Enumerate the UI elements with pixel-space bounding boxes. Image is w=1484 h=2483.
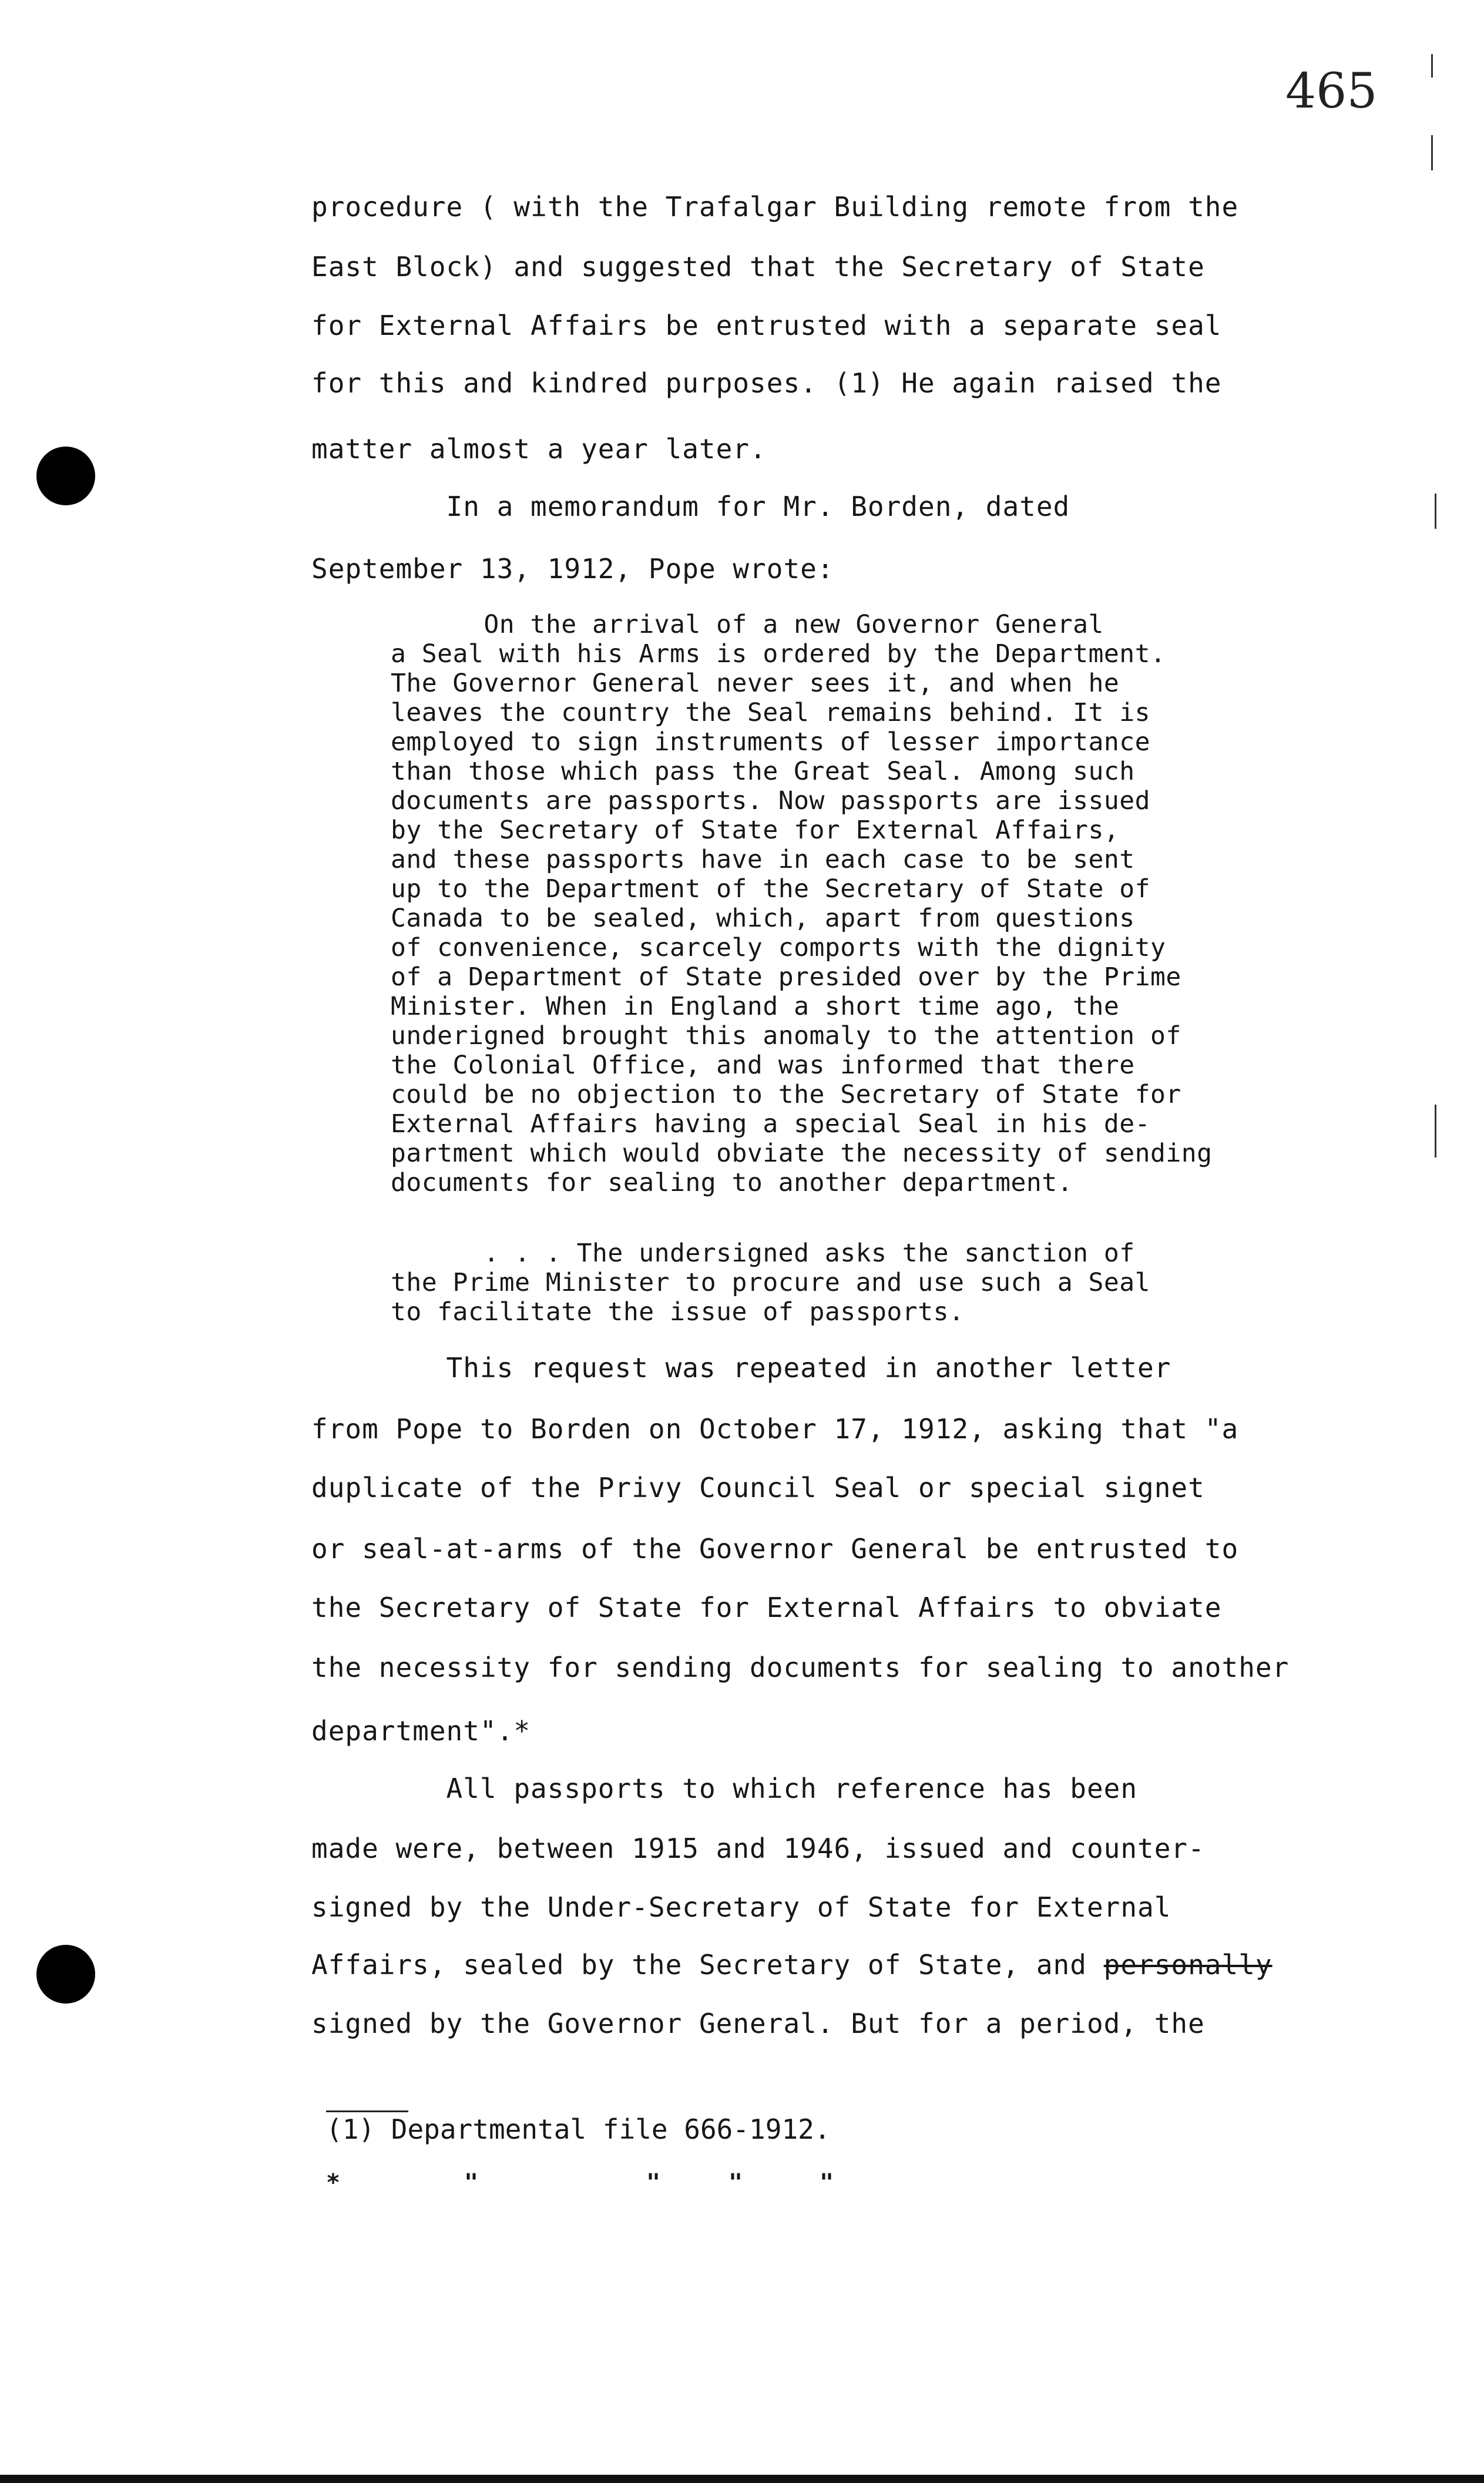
body-line: for External Affairs be entrusted with a separate seal xyxy=(311,310,1222,341)
struck-word: personally xyxy=(1103,1949,1273,1981)
quote-line: The Governor General never sees it, and when he xyxy=(391,669,1120,698)
body-line: September 13, 1912, Pope wrote: xyxy=(311,553,834,585)
body-line: procedure ( with the Trafalgar Building remote from the xyxy=(311,191,1239,223)
quote-line: underigned brought this anomaly to the attention of xyxy=(391,1021,1181,1051)
quote-line: the Prime Minister to procure and use such a Seal xyxy=(391,1268,1151,1297)
quote-line: partment which would obviate the necessity of sending xyxy=(391,1139,1213,1168)
quote-line: than those which pass the Great Seal. Among such xyxy=(391,757,1135,786)
body-line: or seal-at-arms of the Governor General be entrusted to xyxy=(311,1533,1239,1565)
page-number: 465 xyxy=(1285,63,1378,119)
body-line: signed by the Under-Secretary of State for External xyxy=(311,1891,1171,1923)
footnote: (1) Departmental file 666-1912. xyxy=(326,2113,831,2145)
quote-line: Minister. When in England a short time ago, the xyxy=(391,992,1120,1021)
body-line xyxy=(311,1947,1457,1982)
ditto-mark: " xyxy=(820,2169,834,2196)
body-line: duplicate of the Privy Council Seal or special signet xyxy=(311,1472,1205,1504)
quote-line: up to the Department of the Secretary of State of xyxy=(391,874,1151,904)
body-line: All passports to which reference has been xyxy=(311,1773,1138,1804)
quote-line: the Colonial Office, and was informed that there xyxy=(391,1051,1135,1080)
body-line: matter almost a year later. xyxy=(311,433,767,465)
body-line: the Secretary of State for External Affairs to obviate xyxy=(311,1592,1222,1623)
quote-line: External Affairs having a special Seal in his de- xyxy=(391,1109,1151,1139)
body-line-text: Affairs, sealed by the Secretary of State, and xyxy=(311,1949,1104,1981)
body-line: the necessity for sending documents for sealing to another xyxy=(311,1652,1290,1683)
edge-mark xyxy=(1431,54,1433,78)
ditto-mark: " xyxy=(728,2169,743,2196)
quote-line: On the arrival of a new Governor General xyxy=(391,610,1104,639)
quote-line: employed to sign instruments of lesser importance xyxy=(391,727,1151,757)
ditto-mark: " xyxy=(464,2169,479,2196)
quote-line: Canada to be sealed, which, apart from questions xyxy=(391,904,1135,933)
body-line: East Block) and suggested that the Secretary of State xyxy=(311,251,1205,283)
punch-hole-top xyxy=(36,447,95,505)
page-bottom-edge xyxy=(0,2475,1484,2483)
body-line: for this and kindred purposes. (1) He again raised the xyxy=(311,367,1222,399)
quote-line: by the Secretary of State for External Affairs, xyxy=(391,816,1120,845)
quote-line: could be no objection to the Secretary of State for xyxy=(391,1080,1181,1109)
quote-line: a Seal with his Arms is ordered by the Department. xyxy=(391,639,1166,669)
footnote-star: * xyxy=(326,2169,341,2196)
quote-line: documents for sealing to another department. xyxy=(391,1168,1073,1197)
quote-line: to facilitate the issue of passports. xyxy=(391,1297,965,1327)
body-line: department".* xyxy=(311,1715,531,1747)
body-line: signed by the Governor General. But for a period, the xyxy=(311,2008,1205,2039)
body-line: made were, between 1915 and 1946, issued and counter- xyxy=(311,1833,1205,1864)
quote-line: documents are passports. Now passports are issued xyxy=(391,786,1151,816)
ditto-mark: " xyxy=(646,2169,661,2196)
quote-line: leaves the country the Seal remains behind. It is xyxy=(391,698,1151,727)
quote-line: of convenience, scarcely comports with the dignity xyxy=(391,933,1166,962)
quote-line: of a Department of State presided over by the Prime xyxy=(391,962,1181,992)
body-line: from Pope to Borden on October 17, 1912, asking that "a xyxy=(311,1413,1239,1445)
body-line: In a memorandum for Mr. Borden, dated xyxy=(311,491,1070,522)
quote-line: and these passports have in each case to be sent xyxy=(391,845,1135,874)
edge-mark xyxy=(1431,135,1433,170)
punch-hole-bottom xyxy=(36,1945,95,2004)
body-line: This request was repeated in another letter xyxy=(311,1352,1171,1384)
quote-line: . . . The undersigned asks the sanction of xyxy=(391,1239,1135,1268)
